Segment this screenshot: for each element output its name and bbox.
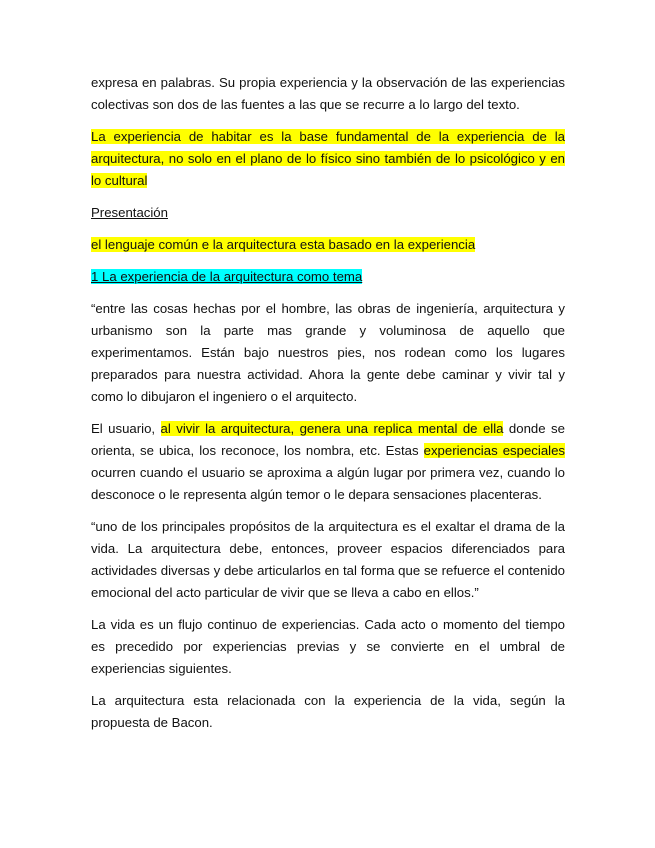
usuario-text-c: donde se orienta, se ubica, los reconoce, los nombra, etc. Estas <box>91 421 565 458</box>
paragraph-usuario <box>91 418 565 506</box>
paragraph-intro-text: expresa en palabras. Su propia experiencia y la observación de las experiencias colectivas son dos de las fuentes a las que se recurre a lo largo del texto. <box>91 75 565 112</box>
quote-ingenieria-text: “entre las cosas hechas por el hombre, las obras de ingeniería, arquitectura y urbanismo son la parte mas grande y voluminosa de aquello que experimentamos. Están bajo nuestros pies, nos rodean como los lugares preparados para nuestra actividad. Ahora la gente debe caminar y vivir tal y como lo dibujaron el ingeniero o el arquitecto. <box>91 301 565 404</box>
paragraph-bacon <box>91 690 565 734</box>
usuario-highlight-experiencias: experiencias especiales <box>423 443 566 458</box>
presentacion-heading-text: Presentación <box>91 205 168 220</box>
section-heading-presentacion <box>91 202 565 224</box>
quote-drama-text: “uno de los principales propósitos de la arquitectura es el exaltar el drama de la vida. La arquitectura debe, entonces, proveer espacios diferenciados para actividades diversas y debe articularlos en tal forma que se refuerce el contenido emocional del acto particular de vivir que se lleva a cabo en ellos.” <box>91 519 565 600</box>
section-1-heading-text: 1 La experiencia de la arquitectura como tema <box>91 269 363 284</box>
paragraph-quote-ingenieria <box>91 298 565 408</box>
section-heading-1 <box>91 266 565 288</box>
lenguaje-text: el lenguaje común e la arquitectura esta basado en la experiencia <box>91 237 476 252</box>
vida-text: La vida es un flujo continuo de experiencias. Cada acto o momento del tiempo es precedido por experiencias previas y se convierte en el umbral de experiencias siguientes. <box>91 617 565 676</box>
usuario-highlight-replica: al vivir la arquitectura, genera una replica mental de ella <box>160 421 504 436</box>
usuario-text-e: ocurren cuando el usuario se aproxima a algún lugar por primera vez, cuando lo desconoce o le representa algún temor o le depara sensaciones placenteras. <box>91 465 565 502</box>
paragraph-highlighted-thesis <box>91 126 565 192</box>
usuario-text-a: El usuario, <box>91 421 161 436</box>
paragraph-intro <box>91 72 565 116</box>
paragraph-highlighted-lenguaje <box>91 234 565 256</box>
paragraph-quote-drama <box>91 516 565 604</box>
paragraph-vida <box>91 614 565 680</box>
bacon-text: La arquitectura esta relacionada con la experiencia de la vida, según la propuesta de Bacon. <box>91 693 565 730</box>
highlighted-thesis-text: La experiencia de habitar es la base fundamental de la experiencia de la arquitectura, no solo en el plano de lo físico sino también de lo psicológico y en lo cultural <box>91 129 565 188</box>
